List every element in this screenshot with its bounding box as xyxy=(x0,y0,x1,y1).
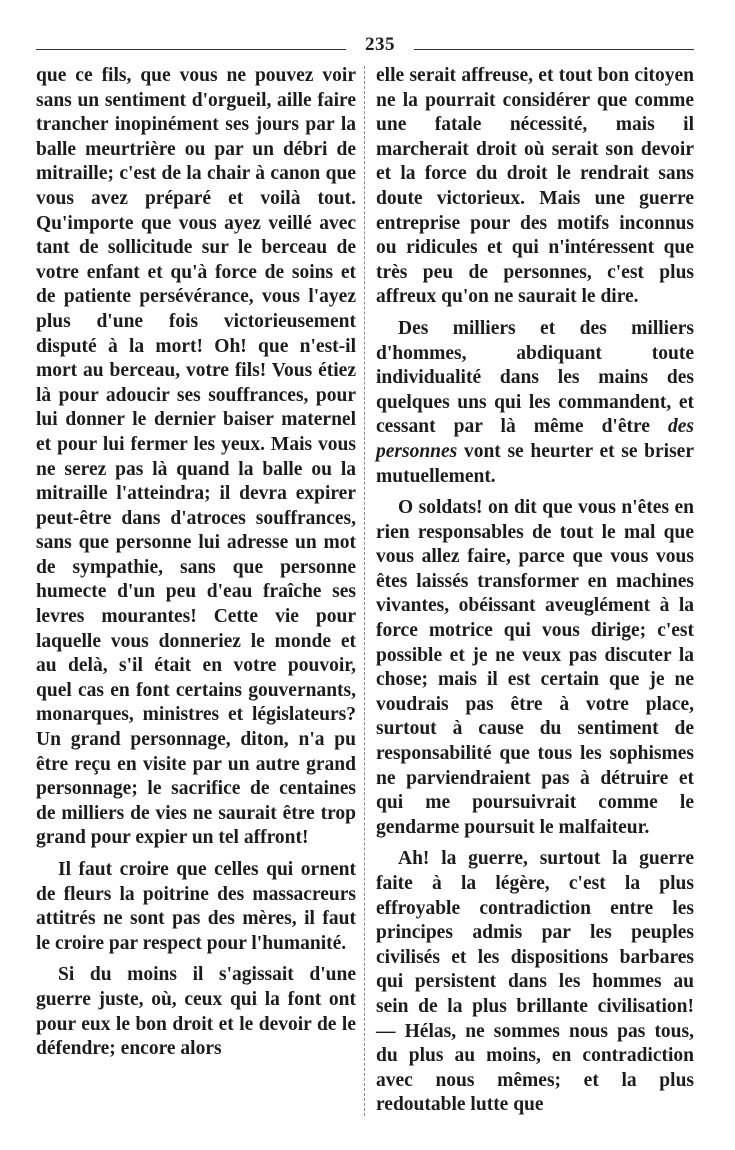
italic-phrase: des personnes xyxy=(376,416,694,462)
column-divider xyxy=(364,66,365,1116)
right-column xyxy=(376,64,694,1118)
paragraph: O soldats! on dit que vous n'êtes en rien responsables de tout le mal que vous allez faire, parce que vous vous êtes laissés transformer en machines vivantes, obéissant aveuglément à la force motrice qui vous dirige; c'est possible et je ne veux pas discuter la chose; mais il est certain que je ne voudrais pas être à votre place, surtout à cause du sentiment de responsabilité que tous les sophismes ne parviendraient pas à détruire et qui me poursuivrait comme le gendarme poursuit le malfaiteur. xyxy=(376,497,694,838)
paragraph: Il faut croire que celles qui ornent de fleurs la poitrine des massacreurs attitrés ne sont pas des mères, il faut le croire par respect pour l'humanité. xyxy=(36,859,356,954)
header-rule-left xyxy=(36,49,346,50)
paragraph xyxy=(376,317,694,489)
paragraph-text: Des milliers et des milliers d'hommes, abdiquant toute individualité dans les mains des quelques uns qui les commandent, et cessant par là même d'être xyxy=(376,317,694,438)
header-rule-right xyxy=(414,49,694,50)
page-number: 235 xyxy=(365,34,395,55)
paragraph-text: vont se heurter et se briser mutuellement. xyxy=(376,440,694,487)
paragraph: que ce fils, que vous ne pouvez voir sans un sentiment d'orgueil, aille faire trancher inopinément ses jours par la balle meurtrière ou par un débri de mitraille; c'est de la chair à canon que vous avez préparé et voilà tout. Qu'importe que vous ayez veillé avec tant de sollicitude sur le berceau de votre enfant et qu'à force de soins et de patiente persévérance, vous l'ayez plus d'une fois victorieusement disputé à la mort! Oh! que n'est-il mort au berceau, votre fils! Vous étiez là pour adoucir ses souffrances, pour lui donner le dernier baiser maternel et pour lui fermer les yeux. Mais vous ne serez pas là quand la balle ou la mitraille l'atteindra; il devra expirer peut-être dans d'atroces souffrances, sans que personne lui adresse un mot de sympathie, sans que personne humecte d'un peu d'eau fraîche ses levres mourantes! Cette vie pour laquelle vous donneriez le monde et au delà, s'il était en votre pouvoir, quel cas en font certains gouvernants, monarques, ministres et législateurs? Un grand personnage, diton, n'a pu être reçu en visite par un autre grand personnage; le sacrifice de centaines de milliers de vies ne saurait être trop grand pour expier un tel affront! xyxy=(36,65,356,849)
paragraph: Si du moins il s'agissait d'une guerre juste, où, ceux qui la font ont pour eux le bon droit et le devoir de le défendre; encore alors xyxy=(36,964,356,1060)
page-header xyxy=(36,34,694,58)
left-column xyxy=(36,64,356,1062)
paragraph: Ah! la guerre, surtout la guerre faite à la légère, c'est la plus effroyable contradiction entre les principes admis par les peuples civilisés et les dispositions barbares qui persistent dans les hommes au sein de la plus brillante civilisation! — Hélas, ne sommes nous pas tous, du plus au moins, en contradiction avec nous mêmes; et la plus redoutable lutte que xyxy=(376,848,694,1116)
paragraph: elle serait affreuse, et tout bon citoyen ne la pourrait considérer que comme une fatale nécessité, mais il marcherait droit où serait son devoir et la force du droit le rendrait sans doute victorieux. Mais une guerre entreprise pour des motifs inconnus ou ridicules et qui n'intéressent que très peu de personnes, c'est plus affreux qu'on ne saurait le dire. xyxy=(376,65,694,308)
